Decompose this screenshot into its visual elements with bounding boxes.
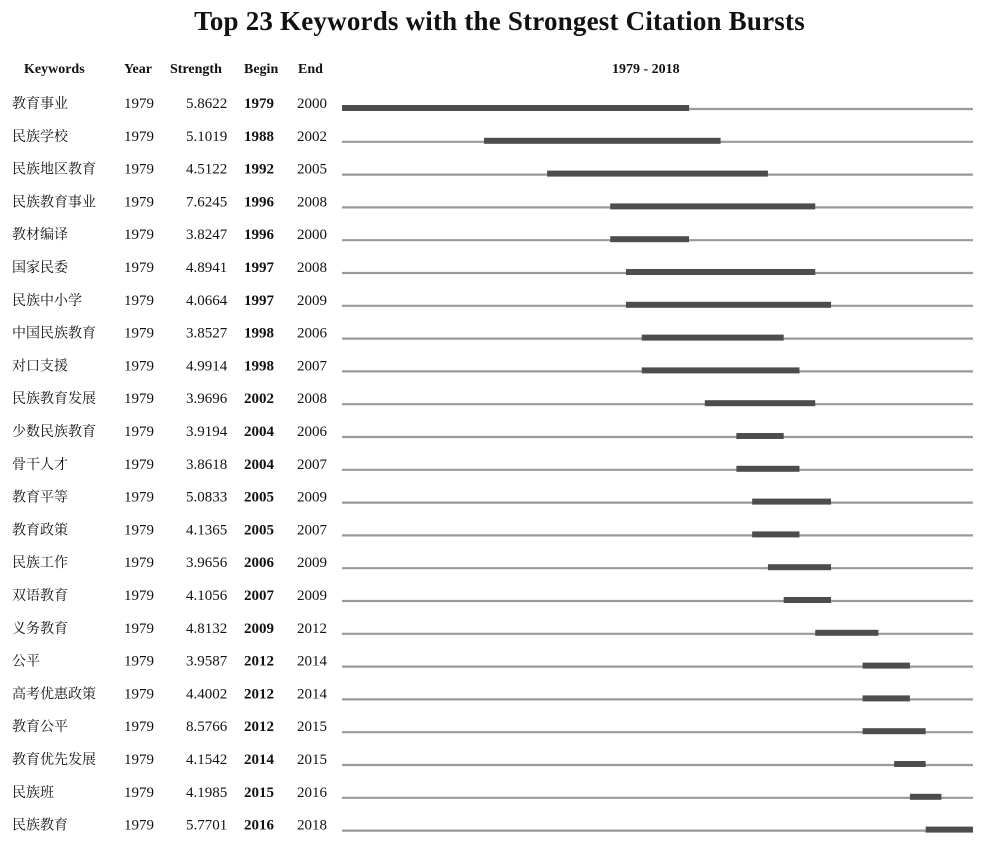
burst-bar [484,138,721,144]
burst-bar [342,105,689,111]
begin-value: 2016 [244,817,274,834]
year-value: 1979 [124,588,154,604]
begin-value: 1992 [244,161,274,178]
keyword-label: 中国民族教育 [12,325,96,342]
burst-bar [736,466,799,472]
begin-value: 2004 [244,424,274,440]
burst-bar [894,761,926,767]
strength-value: 4.1365 [186,522,228,539]
keyword-label: 国家民委 [12,260,68,276]
year-value: 1979 [124,784,154,801]
begin-value: 1988 [244,128,274,145]
keyword-label: 民族教育发展 [12,391,96,408]
end-value: 2015 [297,719,327,736]
begin-value: 2009 [244,620,274,637]
begin-value: 1998 [244,358,274,375]
header-keywords: Keywords [24,62,85,77]
burst-bar [863,663,910,669]
year-value: 1979 [124,522,154,539]
burst-bar [610,236,689,242]
keyword-label: 少数民族教育 [12,424,96,440]
end-value: 2007 [297,358,327,375]
keyword-label: 民族学校 [12,128,68,145]
strength-value: 5.7701 [186,817,228,834]
begin-value: 2014 [244,752,274,768]
keyword-label: 骨干人才 [12,456,68,473]
strength-value: 4.1056 [186,588,228,604]
header-end: End [298,62,323,77]
strength-value: 4.1542 [186,752,228,768]
year-value: 1979 [124,456,154,473]
strength-value: 4.9914 [186,358,228,375]
begin-value: 2015 [244,784,274,801]
end-value: 2016 [297,784,327,801]
strength-value: 3.9194 [186,424,228,440]
year-value: 1979 [124,489,154,506]
year-value: 1979 [124,128,154,145]
burst-bar [752,499,831,505]
end-value: 2012 [297,620,327,637]
header-begin: Begin [244,62,279,77]
year-value: 1979 [124,653,154,670]
year-value: 1979 [124,358,154,375]
strength-value: 3.8247 [186,227,228,244]
end-value: 2009 [297,555,327,572]
keyword-label: 教材编译 [12,227,68,244]
keyword-label: 教育平等 [12,489,68,506]
strength-value: 3.8527 [186,325,228,342]
strength-value: 4.0664 [186,292,228,309]
year-value: 1979 [124,719,154,736]
end-value: 2000 [297,227,327,244]
keyword-label: 教育公平 [12,719,68,736]
year-value: 1979 [124,752,154,768]
keyword-label: 公平 [12,653,40,670]
strength-value: 5.0833 [186,489,228,506]
strength-value: 3.8618 [186,456,228,473]
end-value: 2007 [297,522,327,539]
chart-title: Top 23 Keywords with the Strongest Citation Bursts [194,6,805,36]
year-value: 1979 [124,817,154,834]
strength-value: 7.6245 [186,194,228,211]
strength-value: 3.9656 [186,555,228,572]
begin-value: 2007 [244,588,274,604]
end-value: 2007 [297,456,327,473]
keyword-label: 民族工作 [12,555,68,572]
year-value: 1979 [124,620,154,637]
end-value: 2009 [297,292,327,309]
keyword-label: 对口支援 [12,358,68,375]
end-value: 2006 [297,424,327,440]
begin-value: 1979 [244,96,274,112]
end-value: 2000 [297,96,327,112]
year-value: 1979 [124,391,154,408]
begin-value: 1998 [244,325,274,342]
end-value: 2015 [297,752,327,768]
begin-value: 2005 [244,522,274,539]
strength-value: 4.4002 [186,686,228,703]
burst-bar [815,630,878,636]
begin-value: 2012 [244,719,274,736]
burst-bar [910,794,942,800]
end-value: 2014 [297,653,327,670]
strength-value: 8.5766 [186,719,228,736]
burst-bar [768,564,831,570]
keyword-label: 教育政策 [12,522,68,539]
burst-bar [863,695,910,701]
begin-value: 1996 [244,194,274,211]
strength-value: 4.1985 [186,784,228,801]
year-value: 1979 [124,260,154,276]
burst-bar [642,367,800,373]
strength-value: 4.5122 [186,161,228,178]
keyword-label: 教育优先发展 [12,752,96,768]
burst-bar [705,400,815,406]
keyword-label: 民族教育事业 [12,194,96,211]
strength-value: 3.9587 [186,653,228,670]
end-value: 2005 [297,161,327,178]
burst-bar [752,531,799,537]
end-value: 2009 [297,588,327,604]
burst-bar [610,203,815,209]
year-value: 1979 [124,292,154,309]
end-value: 2014 [297,686,327,703]
keyword-label: 义务教育 [12,620,68,637]
burst-bar [626,302,831,308]
end-value: 2008 [297,194,327,211]
keyword-label: 双语教育 [12,588,68,604]
burst-bar [626,269,815,275]
year-value: 1979 [124,325,154,342]
end-value: 2009 [297,489,327,506]
header-range: 1979 - 2018 [612,62,680,77]
year-value: 1979 [124,227,154,244]
year-value: 1979 [124,194,154,211]
keyword-label: 民族教育 [12,817,68,834]
keyword-label: 民族班 [12,784,54,801]
end-value: 2018 [297,817,327,834]
strength-value: 3.9696 [186,391,228,408]
end-value: 2008 [297,260,327,276]
begin-value: 2002 [244,391,274,408]
keyword-label: 民族中小学 [12,292,82,309]
end-value: 2002 [297,128,327,145]
begin-value: 1996 [244,227,274,244]
year-value: 1979 [124,96,154,112]
header-year: Year [124,62,152,77]
burst-bar [784,597,831,603]
burst-bar [547,171,768,177]
keyword-label: 教育事业 [12,96,68,112]
keyword-label: 高考优惠政策 [12,686,96,703]
end-value: 2006 [297,325,327,342]
year-value: 1979 [124,555,154,572]
begin-value: 2005 [244,489,274,506]
begin-value: 1997 [244,292,274,309]
burst-bar [642,335,784,341]
burst-bar [863,728,926,734]
burst-bar [736,433,783,439]
year-value: 1979 [124,424,154,440]
year-value: 1979 [124,161,154,178]
strength-value: 4.8132 [186,620,228,637]
begin-value: 2012 [244,686,274,703]
year-value: 1979 [124,686,154,703]
begin-value: 2012 [244,653,274,670]
burst-bar [926,827,973,833]
begin-value: 1997 [244,260,274,276]
begin-value: 2004 [244,456,274,473]
keyword-label: 民族地区教育 [12,161,96,178]
strength-value: 5.8622 [186,96,228,112]
strength-value: 4.8941 [186,260,228,276]
end-value: 2008 [297,391,327,408]
strength-value: 5.1019 [186,128,228,145]
begin-value: 2006 [244,555,274,572]
header-strength: Strength [170,62,222,77]
